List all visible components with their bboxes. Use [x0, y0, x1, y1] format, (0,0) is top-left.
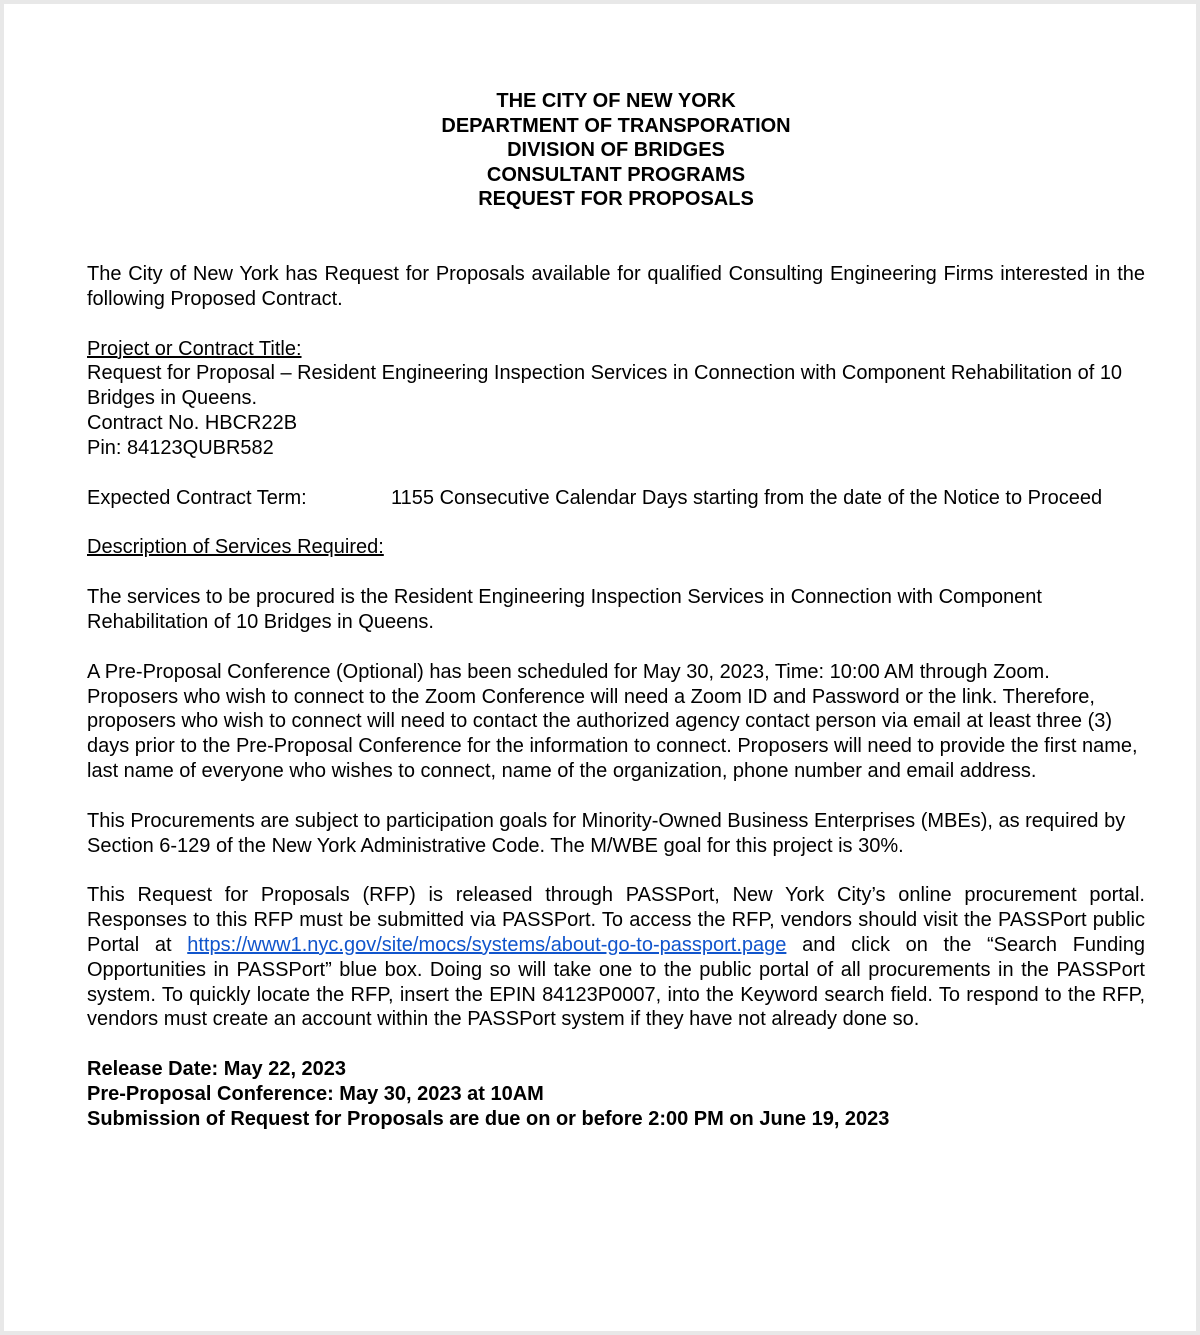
passport-portal-link[interactable]: https://www1.nyc.gov/site/mocs/systems/about-go-to-passport.page	[187, 933, 787, 956]
passport-text-before-link: This Request for Proposals (RFP) is released through PASSPort, New York City’s online procurement portal. Responses to this RFP must be submitted via PASSPort. To access the RFP, vendors should visit the PASSPort public Portal at	[87, 884, 1145, 956]
header-line-department: DEPARTMENT OF TRANSPORATION	[441, 114, 791, 137]
key-dates	[87, 1057, 1145, 1131]
project-section	[87, 337, 1145, 461]
contract-term-value: 1155 Consecutive Calendar Days starting from the date of the Notice to Proceed	[391, 486, 1103, 509]
release-date: Release Date: May 22, 2023	[87, 1058, 347, 1081]
header-line-division: DIVISION OF BRIDGES	[507, 139, 725, 162]
mbe-goals-paragraph: This Procurements are subject to participation goals for Minority-Owned Business Enterprises (MBEs), as required by Section 6-129 of the New York Administrative Code. The M/WBE goal for this project is 30%.	[87, 809, 1126, 857]
contract-term-label: Expected Contract Term:	[87, 486, 307, 509]
description-heading: Description of Services Required:	[87, 536, 384, 559]
contract-number: Contract No. HBCR22B	[87, 411, 298, 434]
project-heading: Project or Contract Title:	[87, 337, 302, 360]
conference-paragraph: A Pre-Proposal Conference (Optional) has been scheduled for May 30, 2023, Time: 10:00 AM through Zoom. Proposers who wish to connect to the Zoom Conference will need a Zoom ID and Password or the link. Therefore, proposers who wish to connect will need to contact the authorized agency contact person via email at least three (3) days prior to the Pre-Proposal Conference for the information to connect. Proposers will need to provide the first name, last name of everyone who wishes to connect, name of the organization, phone number and email address.	[87, 660, 1138, 782]
intro-paragraph: The City of New York has Request for Proposals available for qualified Consulting Engineering Firms interested in the following Proposed Contract.	[87, 262, 1145, 310]
header-line-rfp: REQUEST FOR PROPOSALS	[478, 188, 754, 211]
passport-paragraph	[87, 883, 1145, 1032]
passport-text-after-link: and click on the “Search Funding Opportunities in PASSPort” blue box. Doing so will take one to the public portal of all procurements in the PASSPort system. To quickly locate the RFP, insert the EPIN 84123P0007, into the Keyword search field. To respond to the RFP, vendors must create an account within the PASSPort system if they have not already done so.	[87, 933, 1145, 1031]
contract-term-row	[87, 486, 1145, 511]
document-header	[87, 89, 1145, 212]
document-body	[87, 89, 1145, 1131]
conference-date: Pre-Proposal Conference: May 30, 2023 at 10AM	[87, 1082, 544, 1105]
submission-deadline: Submission of Request for Proposals are due on or before 2:00 PM on June 19, 2023	[87, 1107, 890, 1130]
header-line-city: THE CITY OF NEW YORK	[496, 90, 736, 112]
document-page	[4, 4, 1196, 1331]
header-line-programs: CONSULTANT PROGRAMS	[486, 163, 746, 186]
services-paragraph: The services to be procured is the Resident Engineering Inspection Services in Connection with Component Rehabilitation of 10 Bridges in Queens.	[87, 586, 1042, 633]
pin-number: Pin: 84123QUBR582	[87, 436, 274, 459]
project-title: Request for Proposal – Resident Engineering Inspection Services in Connection with Component Rehabilitation of 10 Bridges in Queens.	[87, 362, 1123, 410]
